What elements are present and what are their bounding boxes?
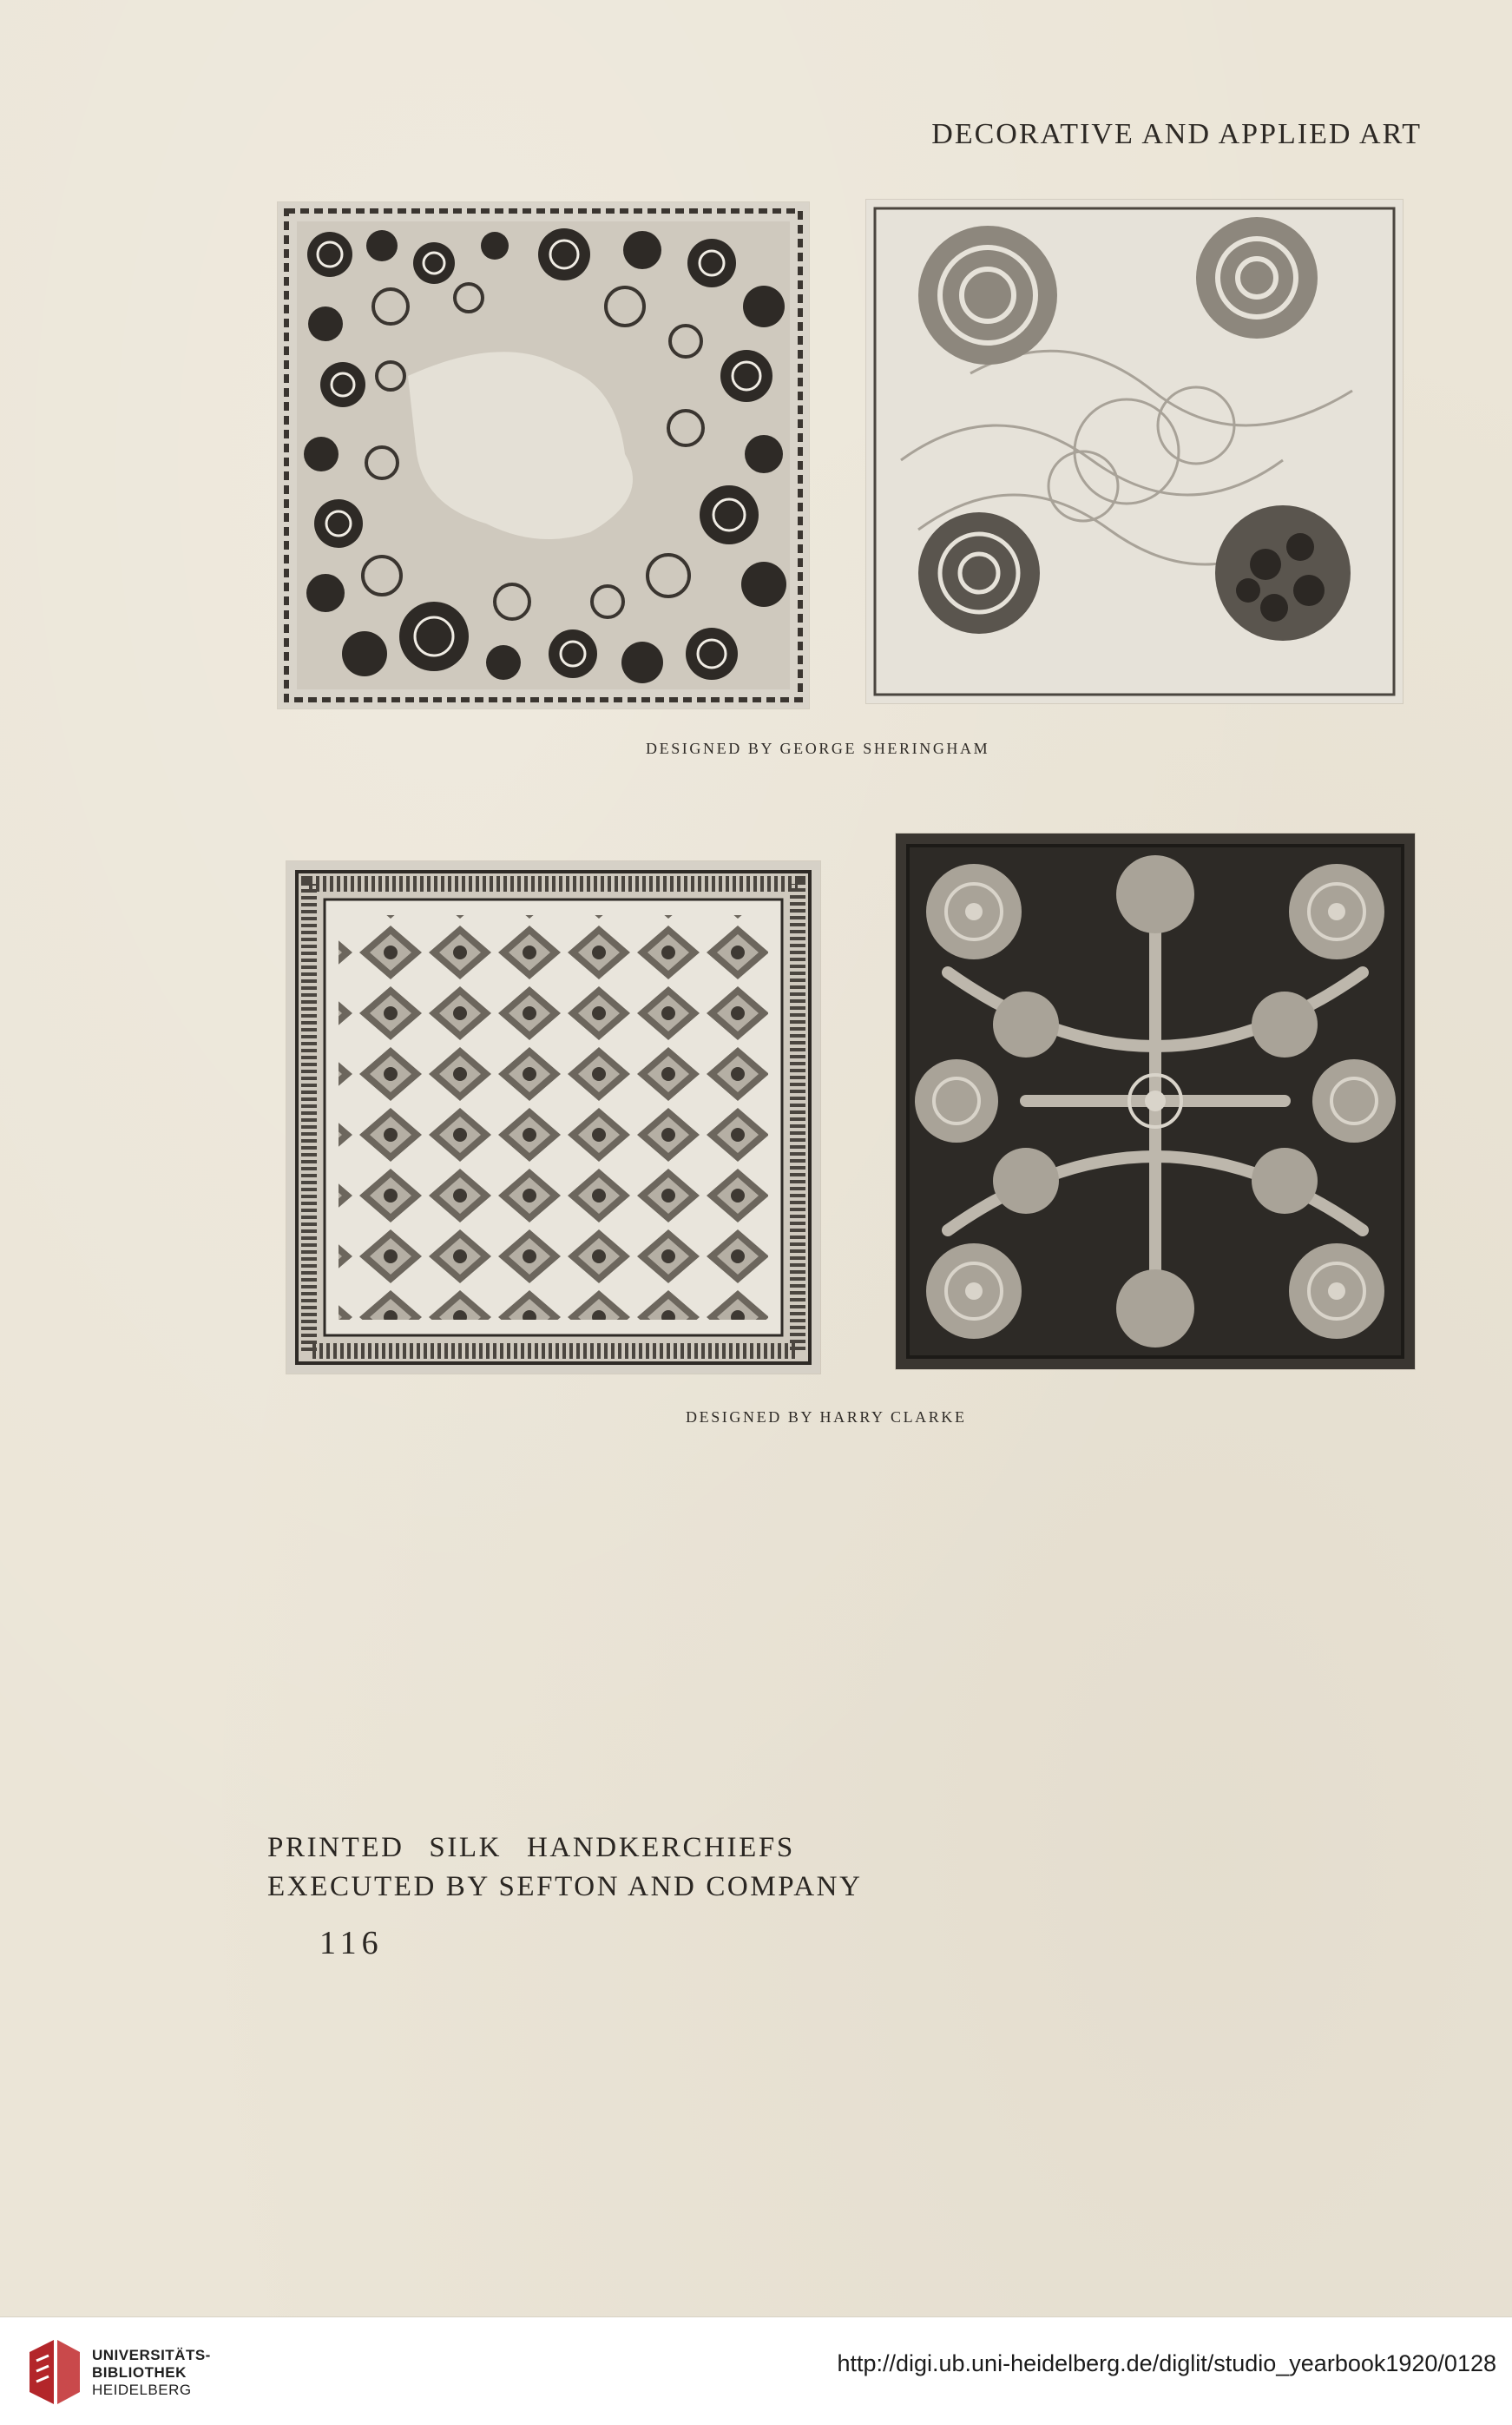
handkerchief-rose-lace-image xyxy=(866,200,1403,703)
running-head: DECORATIVE AND APPLIED ART xyxy=(931,118,1422,150)
library-name-line-3: HEIDELBERG xyxy=(92,2382,192,2398)
handkerchief-diamond-lattice-image xyxy=(286,861,820,1374)
library-name-line-1: UNIVERSITÄTS- xyxy=(92,2347,211,2363)
page-number: 116 xyxy=(319,1925,384,1961)
caption-sheringham: DESIGNED BY GEORGE SHERINGHAM xyxy=(646,740,990,757)
plate-clarke-left xyxy=(286,861,820,1374)
handkerchief-floral-border-image xyxy=(278,202,809,708)
plate-title-line-1: PRINTED SILK HANDKERCHIEFS xyxy=(267,1832,795,1863)
permalink-url[interactable]: http://digi.ub.uni-heidelberg.de/diglit/studio_yearbook1920/0128 xyxy=(837,2350,1496,2376)
library-name[interactable] xyxy=(92,2347,211,2399)
plate-sheringham-left xyxy=(278,202,809,708)
library-name-line-2: BIBLIOTHEK xyxy=(92,2364,187,2381)
plate-clarke-right xyxy=(896,834,1415,1369)
caption-clarke: DESIGNED BY HARRY CLARKE xyxy=(686,1408,967,1426)
handkerchief-dark-medallion-image xyxy=(896,834,1415,1369)
plate-title-line-2: EXECUTED BY SEFTON AND COMPANY xyxy=(267,1871,863,1902)
plate-sheringham-right xyxy=(866,200,1403,703)
footer-bar xyxy=(0,2316,1512,2425)
library-logo-icon[interactable] xyxy=(24,2335,85,2409)
